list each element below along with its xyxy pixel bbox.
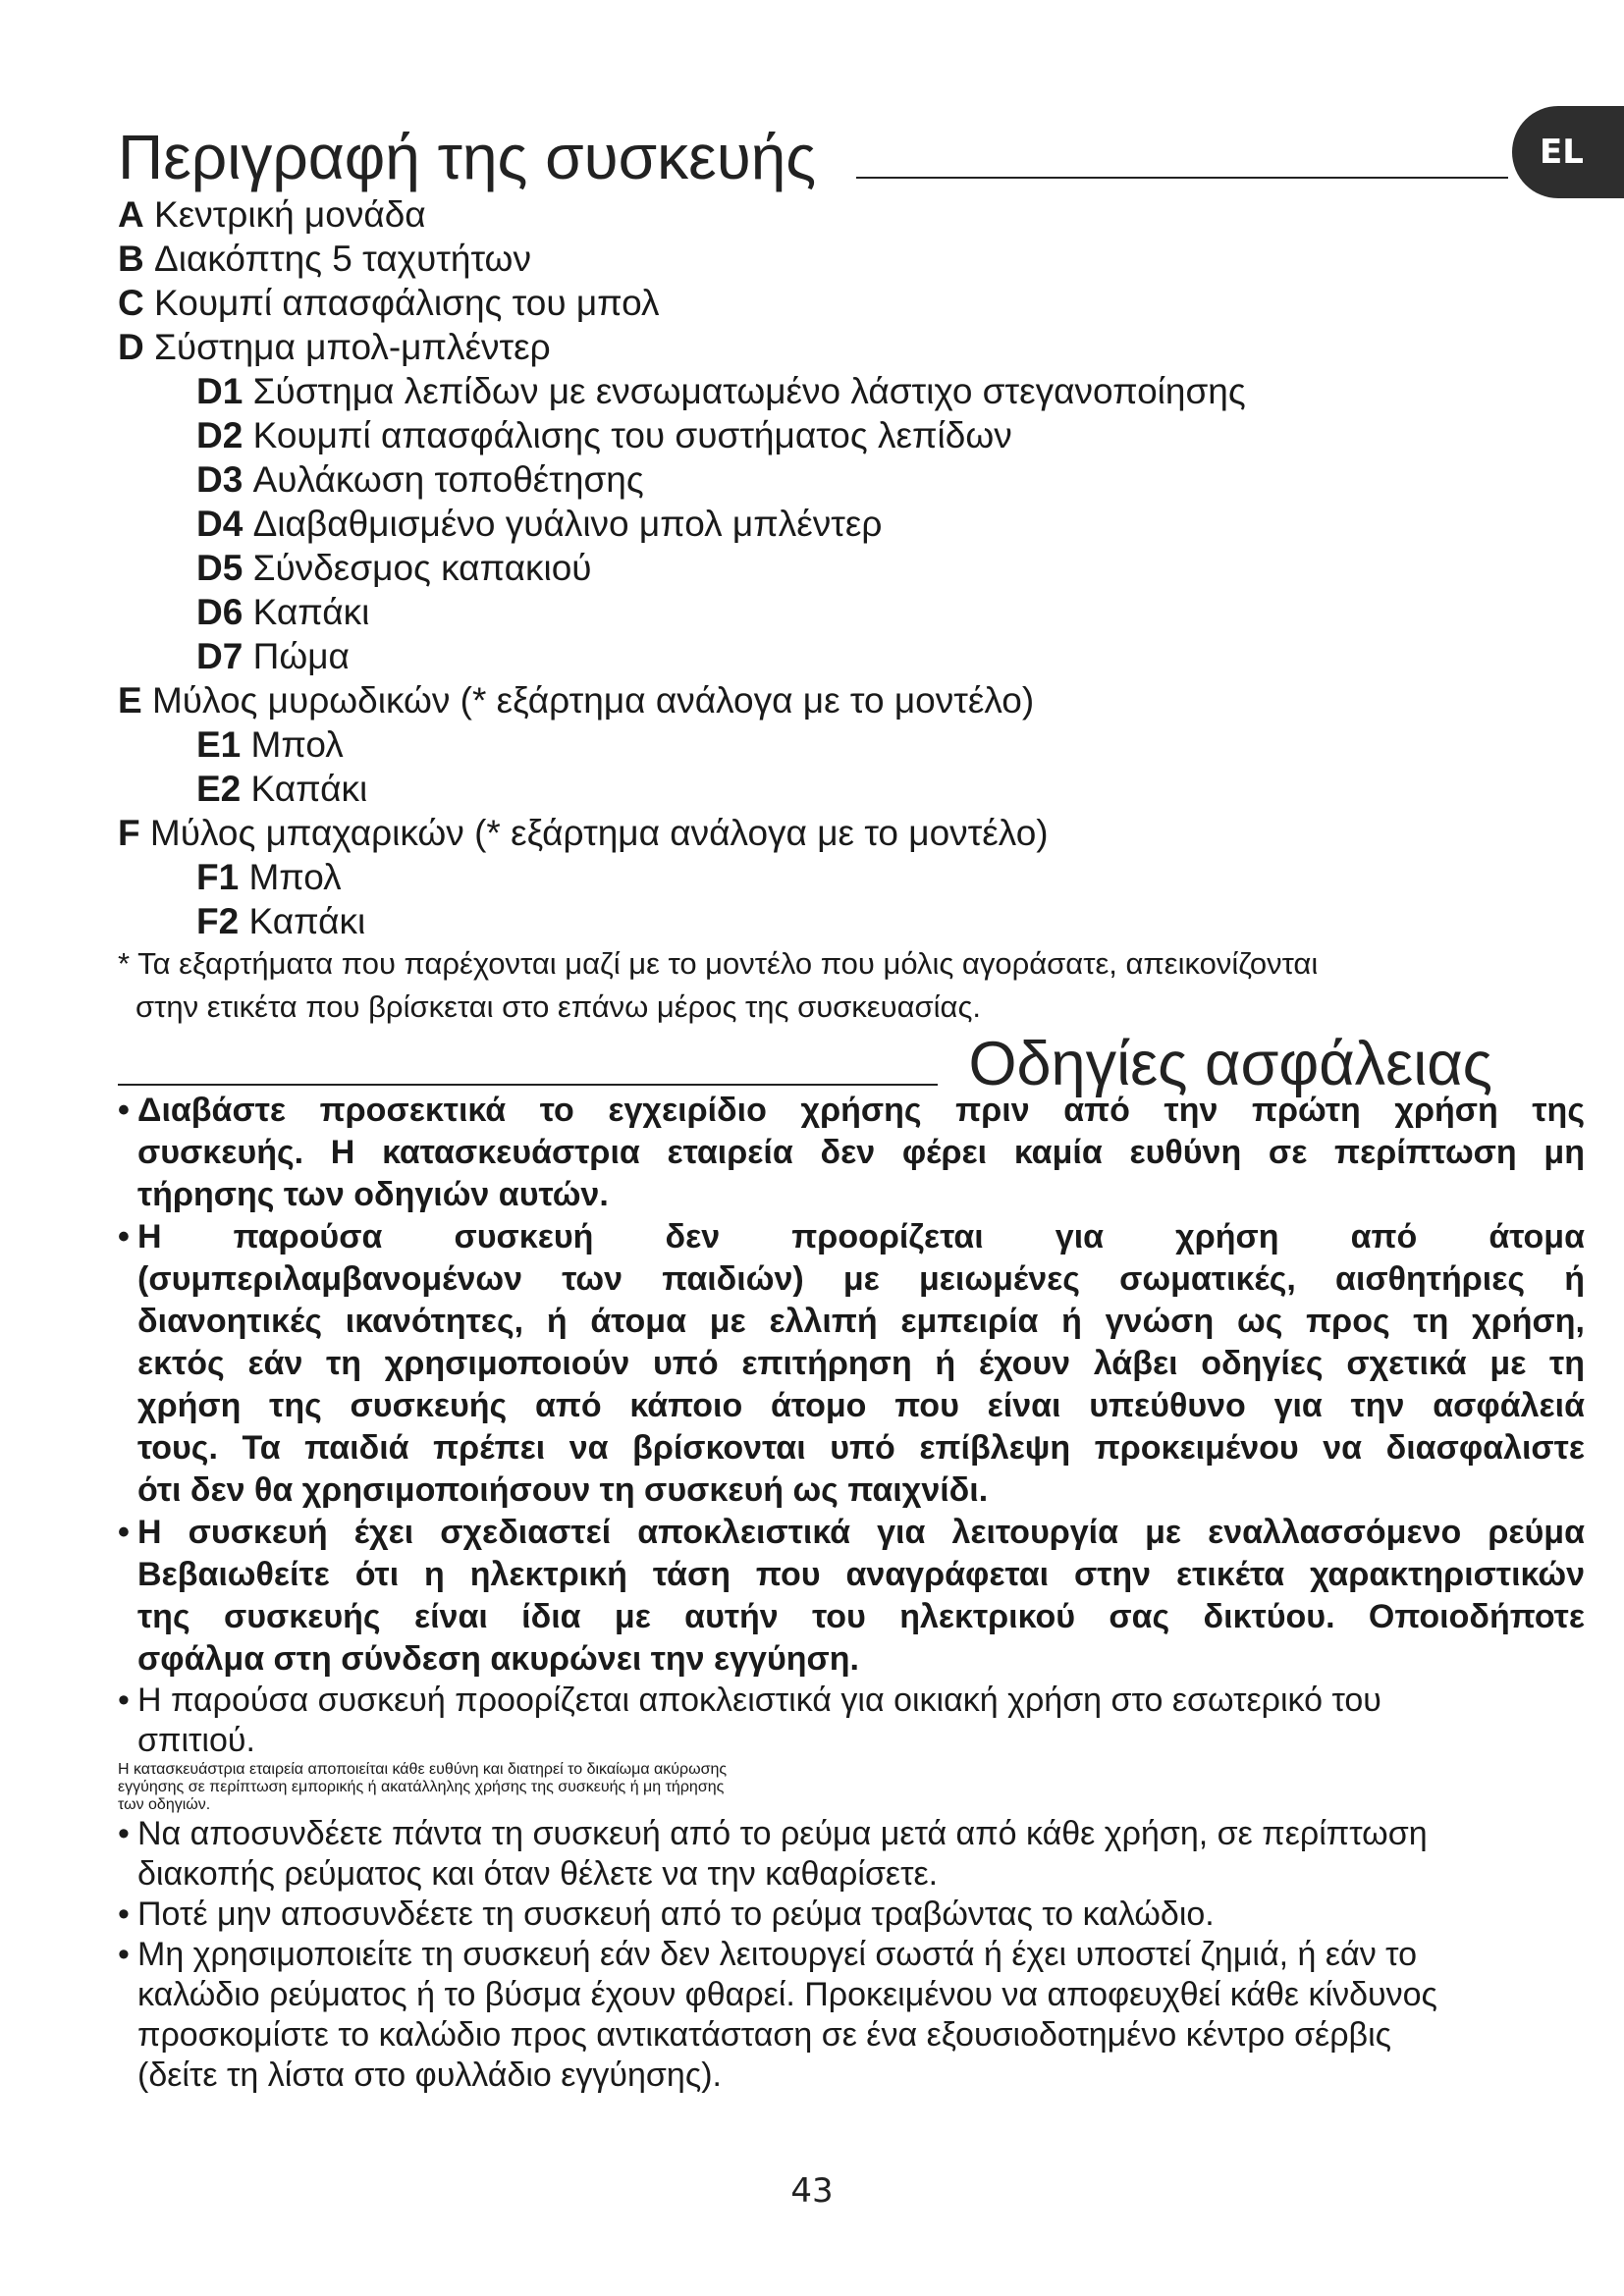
safety-bullet-item (118, 1935, 1585, 2096)
bullet-icon: • (118, 1896, 130, 1933)
language-tab: EL (1512, 106, 1624, 198)
text-line: συσκευής. Η κατασκευάστρια εταιρεία δεν φέρει καμία ευθύνη σε περίπτωση μη (137, 1134, 1585, 1171)
part-item (118, 899, 1512, 943)
part-label: Καπάκι (252, 592, 370, 632)
part-label: Διαβαθμισμένο γυάλινο μπολ μπλέντερ (252, 504, 883, 544)
text-line: Η κατασκευάστρια εταιρεία αποποιείται κάθε ευθύνη και διατηρεί το δικαίωμα ακύρωσης (118, 1761, 728, 1778)
text-line: διακοπής ρεύματος και όταν θέλετε να την καθαρίσετε. (137, 1855, 939, 1893)
part-item (118, 413, 1512, 457)
part-item (118, 722, 1512, 767)
description-heading-row (118, 116, 1512, 198)
safety-paragraph (118, 1761, 1585, 1814)
text-line: χρήση της συσκευής από κάποιο άτομο που είναι υπεύθυνο για την ασφάλειά (137, 1387, 1585, 1424)
part-code: A (118, 194, 144, 235)
part-code: D2 (196, 415, 244, 455)
part-label: Πώμα (252, 636, 350, 676)
note-line: στην ετικέτα που βρίσκεται στο επάνω μέρος της συσκευασίας. (135, 989, 981, 1024)
part-label: Σύστημα λεπίδων με ενσωματωμένο λάστιχο στεγανοποίησης (252, 371, 1246, 411)
safety-bullet-item (118, 1814, 1585, 1895)
text-line: Να αποσυνδέετε πάντα τη συσκευή από το ρεύμα μετά από κάθε χρήση, σε περίπτωση (137, 1815, 1428, 1852)
page-number: 43 (790, 2171, 834, 2211)
part-item (118, 678, 1512, 722)
heading-rule (118, 1084, 938, 1086)
part-label: Σύστημα μπολ-μπλέντερ (154, 327, 551, 367)
part-label: Καπάκι (250, 769, 368, 809)
part-code: E1 (196, 724, 242, 765)
part-label: Κεντρική μονάδα (154, 194, 426, 235)
part-label: Διακόπτης 5 ταχυτήτων (154, 239, 531, 279)
accessory-note (118, 942, 1532, 1029)
part-item (118, 767, 1512, 811)
part-code: F (118, 813, 140, 853)
safety-bullet-item (118, 1216, 1585, 1512)
bullet-icon: • (118, 1514, 130, 1551)
safety-title: Οδηγίες ασφάλειας (968, 1030, 1492, 1098)
bullet-icon: • (118, 1218, 130, 1255)
safety-bullet-item (118, 1512, 1585, 1681)
parts-list (118, 192, 1512, 943)
part-code: D5 (196, 548, 244, 588)
part-item (118, 192, 1512, 237)
part-code: E2 (196, 769, 242, 809)
part-item (118, 281, 1512, 325)
text-line: Ποτέ μην αποσυνδέετε τη συσκευή από το ρεύμα τραβώντας το καλώδιο. (137, 1896, 1215, 1933)
part-label: Αυλάκωση τοποθέτησης (252, 459, 644, 500)
note-line: * Τα εξαρτήματα που παρέχονται μαζί με το μοντέλο που μόλις αγοράσατε, απεικονίζονται (118, 946, 1319, 981)
bullet-icon: • (118, 1682, 130, 1719)
text-line: ότι δεν θα χρησιμοποιήσουν τη συσκευή ως παιχνίδι. (137, 1471, 989, 1509)
part-code: B (118, 239, 144, 279)
part-item (118, 590, 1512, 634)
bullet-icon: • (118, 1092, 130, 1129)
part-item (118, 325, 1512, 369)
safety-bullet-item (118, 1895, 1585, 1935)
bullet-icon: • (118, 1936, 130, 1973)
part-code: D7 (196, 636, 244, 676)
part-label: Σύνδεσμος καπακιού (252, 548, 592, 588)
part-code: D3 (196, 459, 244, 500)
safety-bullet-item (118, 1090, 1585, 1216)
part-item (118, 369, 1512, 413)
part-label: Μπολ (250, 724, 344, 765)
text-line: καλώδιο ρεύματος ή το βύσμα έχουν φθαρεί. Προκειμένου να αποφευχθεί κάθε κίνδυνος (137, 1976, 1437, 2013)
text-line: Η παρούσα συσκευή δεν προορίζεται για χρήση από άτομα (137, 1218, 1585, 1255)
part-label: Καπάκι (248, 901, 366, 941)
text-line: Η παρούσα συσκευή προορίζεται αποκλειστικά για οικιακή χρήση στο εσωτερικό του (137, 1682, 1381, 1719)
text-line: Η συσκευή έχει σχεδιαστεί αποκλειστικά για λειτουργία με εναλλασσόμενο ρεύμα (137, 1514, 1585, 1551)
part-label: Μύλος μυρωδικών (* εξάρτημα ανάλογα με το μοντέλο) (151, 680, 1035, 721)
part-code: C (118, 283, 144, 323)
part-code: E (118, 680, 142, 721)
text-line: (συμπεριλαμβανομένων των παιδιών) με μειωμένες σωματικές, αισθητήριες ή (137, 1260, 1585, 1298)
text-line: τους. Τα παιδιά πρέπει να βρίσκονται υπό επίβλεψη προκειμένου να διασφαλιστε (137, 1429, 1585, 1467)
text-line: τήρησης των οδηγιών αυτών. (137, 1176, 609, 1213)
part-item (118, 855, 1512, 899)
part-label: Κουμπί απασφάλισης του μπολ (154, 283, 660, 323)
text-line: (δείτε τη λίστα στο φυλλάδιο εγγύησης). (137, 2056, 722, 2094)
heading-rule (856, 177, 1508, 179)
part-item (118, 457, 1512, 502)
part-code: D1 (196, 371, 244, 411)
text-line: Βεβαιωθείτε ότι η ηλεκτρική τάση που αναγράφεται στην ετικέτα χαρακτηριστικών (137, 1556, 1585, 1593)
part-item (118, 811, 1512, 855)
text-line: των οδηγιών. (118, 1796, 211, 1813)
part-code: F1 (196, 857, 240, 897)
safety-bullet-item (118, 1681, 1585, 1761)
part-code: D (118, 327, 144, 367)
part-item (118, 502, 1512, 546)
part-item (118, 546, 1512, 590)
text-line: εγγύησης σε περίπτωση εμπορικής ή ακατάλληλης χρήσης της συσκευής ή μη τήρησης (118, 1779, 725, 1795)
part-label: Μπολ (248, 857, 342, 897)
part-label: Μύλος μπαχαρικών (* εξάρτημα ανάλογα με το μοντέλο) (149, 813, 1049, 853)
text-line: Διαβάστε προσεκτικά το εγχειρίδιο χρήσης πριν από την πρώτη χρήση της (137, 1092, 1585, 1129)
safety-instructions (118, 1090, 1585, 2096)
part-code: D6 (196, 592, 244, 632)
description-title: Περιγραφή της συσκευής (118, 122, 817, 192)
text-line: εκτός εάν τη χρησιμοποιούν υπό επιτήρηση ή έχουν λάβει οδηγίες σχετικά με τη (137, 1345, 1585, 1382)
part-code: F2 (196, 901, 240, 941)
text-line: Μη χρησιμοποιείτε τη συσκευή εάν δεν λειτουργεί σωστά ή έχει υποστεί ζημιά, ή εάν το (137, 1936, 1418, 1973)
bullet-icon: • (118, 1815, 130, 1852)
part-item (118, 237, 1512, 281)
text-line: της συσκευής είναι ίδια με αυτήν του ηλεκτρικού σας δικτύου. Οποιοδήποτε (137, 1598, 1585, 1635)
part-label: Κουμπί απασφάλισης του συστήματος λεπίδων (252, 415, 1012, 455)
text-line: σφάλμα στη σύνδεση ακυρώνει την εγγύηση. (137, 1640, 860, 1678)
text-line: διανοητικές ικανότητες, ή άτομα με ελλιπή εμπειρία ή γνώση ως προς τη χρήση, (137, 1303, 1585, 1340)
part-item (118, 634, 1512, 678)
part-code: D4 (196, 504, 244, 544)
text-line: προσκομίστε το καλώδιο προς αντικατάσταση σε ένα εξουσιοδοτημένο κέντρο σέρβις (137, 2016, 1392, 2054)
text-line: σπιτιού. (137, 1722, 255, 1759)
